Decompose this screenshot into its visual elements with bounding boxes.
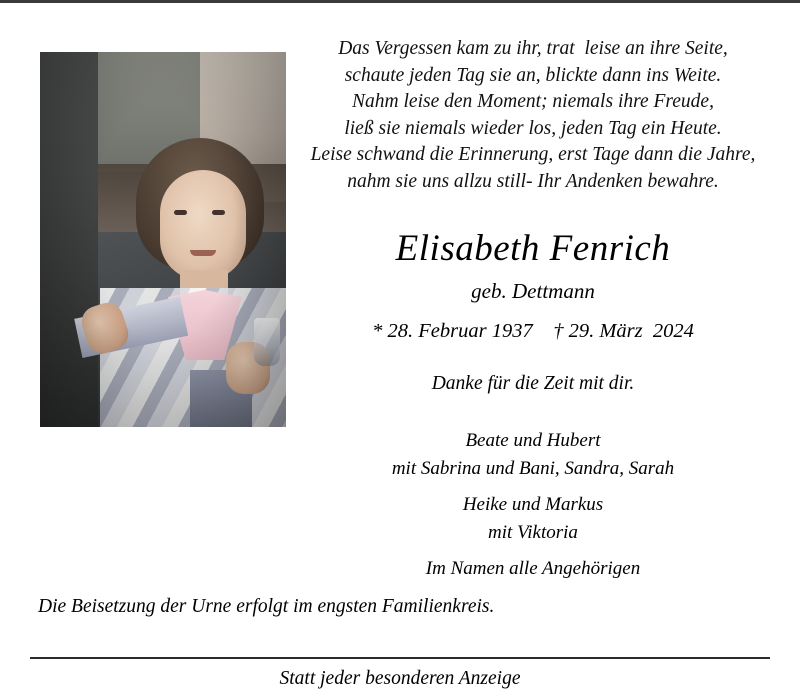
poem-line: schaute jeden Tag sie an, blickte dann ins Weite. — [344, 64, 722, 86]
family-names — [300, 427, 766, 583]
maiden-name: geb. Dettmann — [471, 279, 595, 303]
deceased-name: Elisabeth Fenrich — [395, 228, 671, 269]
top-border-rule — [0, 0, 800, 3]
poem-line: Nahm leise den Moment; niemals ihre Freude, — [352, 91, 714, 112]
poem-line: Das Vergessen kam zu ihr, trat leise an ihre Seite, — [338, 38, 728, 59]
poem-line: ließ sie niemals wieder los, jeden Tag ein Heute. — [344, 117, 722, 139]
notice-text-column — [300, 36, 766, 583]
poem-line: nahm sie uns allzu still- Ihr Andenken bewahre. — [347, 170, 719, 192]
birth-death-dates: * 28. Februar 1937 † 29. März 2024 — [372, 320, 694, 342]
bottom-border-rule — [30, 657, 770, 659]
portrait-photo — [40, 52, 286, 427]
footer-note: Statt jeder besonderen Anzeige — [279, 668, 521, 689]
burial-note: Die Beisetzung der Urne erfolgt im engsten Familienkreis. — [38, 596, 495, 617]
thanks-line: Danke für die Zeit mit dir. — [431, 373, 635, 394]
poem-line: Leise schwand die Erinnerung, erst Tage dann die Jahre, — [310, 144, 756, 165]
family-line: Im Namen alle Angehörigen — [425, 558, 641, 579]
family-line: Beate und Hubert — [465, 430, 601, 451]
family-line: mit Viktoria — [488, 522, 578, 543]
photo-vignette — [40, 52, 286, 427]
family-line: Heike und Markus — [462, 494, 604, 515]
family-line: mit Sabrina und Bani, Sandra, Sarah — [391, 458, 675, 479]
memorial-poem — [300, 36, 766, 195]
